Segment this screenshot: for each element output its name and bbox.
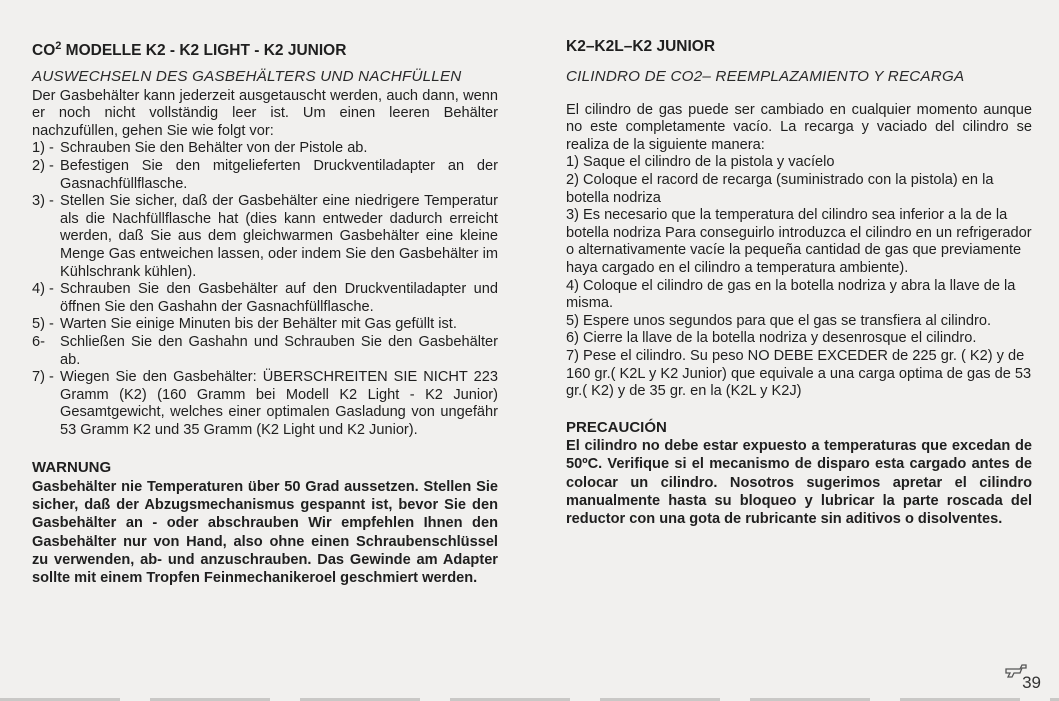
spanish-warning-title: PRECAUCIÓN — [566, 418, 667, 436]
german-step: 5) - Warten Sie einige Minuten bis der Behälter mit Gas gefüllt ist. — [32, 316, 457, 333]
spanish-subtitle: CILINDRO DE CO2– REEMPLAZAMIENTO Y RECARGA — [566, 68, 965, 85]
german-warning — [32, 459, 498, 587]
spanish-step: 4) Coloque el cilindro de gas en la botella nodriza y abra la llave de la misma. — [566, 277, 1016, 312]
spanish-step: 5) Espere unos segundos para que el gas se transfiera al cilindro. — [566, 312, 992, 329]
spanish-intro: El cilindro de gas puede ser cambiado en cualquier momento aunque no este completamente vacío. La recarga y vaciado del cilindro se realiza de la siguiente manera: — [566, 101, 1032, 153]
page-number: 39 — [1008, 673, 1041, 693]
german-warning-text: Gasbehälter nie Temperaturen über 50 Grad aussetzen. Stellen Sie sicher, daß der Abzugsmechanismus gespannt ist, bevor Sie den Gasbehälter an - oder abschrauben Wir empfehlen Ihnen den Gasbehälter nur von Hand, also ohne einen Schraubenschlüssel zu verwenden, ab- und anzuschrauben. Das Gewinde am Adapter sollte mit einem Tropfen Feinmechanikeroel geschmiert werden. — [32, 479, 498, 587]
german-warning-title: WARNUNG — [32, 459, 112, 477]
german-step: 2) - Befestigen Sie den mitgelieferten Druckventiladapter an der Gasnachfüllflasche. — [32, 157, 498, 192]
german-steps — [32, 140, 498, 439]
german-subtitle: AUSWECHSELN DES GASBEHÄLTERS UND NACHFÜLLEN — [32, 68, 462, 85]
german-heading: $CO^2$ MODELLE K2 - K2 LIGHT - K2 JUNIOR — [32, 40, 347, 60]
german-intro: Der Gasbehälter kann jederzeit ausgetauscht werden, auch dann, wenn er noch nicht vollständig leer ist. Um einen leeren Behälter nachzufüllen, gehen Sie wie folgt vor: — [32, 87, 498, 139]
spanish-heading: K2–K2L–K2 JUNIOR — [566, 38, 716, 55]
spanish-step: 7) Pese el cilindro. Su peso NO DEBE EXCEDER de 225 gr. ( K2) y de 160 gr.( K2L y K2 Junior) que equivale a una carga optima de gas de 53 gr.( K2) y de 35 gr. en la (K2L y K2J) — [566, 347, 1032, 400]
spanish-step: 1) Saque el cilindro de la pistola y vacíelo — [566, 154, 835, 171]
spanish-step: 3) Es necesario que la temperatura del cilindro sea inferior a la de la botella nodriza Para conseguirlo introduzca el cilindro en un refrigerador o alternativamente vacíe la pequeña cantidad de gas que previamente haya cargado en el cilindro a temperatura ambiente). — [566, 207, 1032, 276]
german-step: 7) - Wiegen Sie den Gasbehälter: ÜBERSCHREITEN SIE NICHT 223 Gramm (K2) (160 Gramm bei Modell K2 Light - K2 Junior) Gesamtgewicht, welches einer optimalen Gasladung von ungefähr 53 Gramm K2 und 35 Gramm (K2 Light und K2 Junior). — [32, 369, 498, 438]
pistol-mark-icon — [1004, 655, 1030, 679]
spanish-warning — [566, 419, 1032, 529]
german-step: 3) - Stellen Sie sicher, daß der Gasbehälter eine niedrigere Temperatur als die Nachfüllflasche hat (dies kann entweder dadurch erreicht werden, daß Sie aus dem gleichwarmen Gasbehälter eine kleine Menge Gas entweichen lassen, oder indem Sie den Gasbehälter im Kühlschrank kühlen). — [32, 193, 498, 280]
spanish-steps — [566, 154, 1032, 400]
german-step: 4) - Schrauben Sie den Gasbehälter auf den Druckventiladapter und öffnen Sie den Gashahn der Gasnachfüllflasche. — [32, 281, 498, 315]
german-column — [32, 38, 498, 587]
german-step: 6- Schließen Sie den Gashahn und Schrauben Sie den Gasbehälter ab. — [32, 333, 498, 368]
spanish-step: 6) Cierre la llave de la botella nodriza y desenrosque el cilindro. — [566, 330, 977, 347]
spanish-step: 2) Coloque el racord de recarga (suministrado con la pistola) en la botella nodriza — [566, 171, 994, 206]
spanish-column — [566, 38, 1032, 528]
german-step: 1) - Schrauben Sie den Behälter von der Pistole ab. — [32, 140, 368, 157]
spanish-warning-text: El cilindro no debe estar expuesto a temperaturas que excedan de 50ºC. Verifique si el mecanismo de disparo esta cargado antes de colocar un cilindro. Nosotros sugerimos apretar el cilindro manualmente hasta su bloqueo y lubricar la parte roscada del reductor con una gota de rubricante sin aditivos o disolventes. — [566, 438, 1032, 528]
